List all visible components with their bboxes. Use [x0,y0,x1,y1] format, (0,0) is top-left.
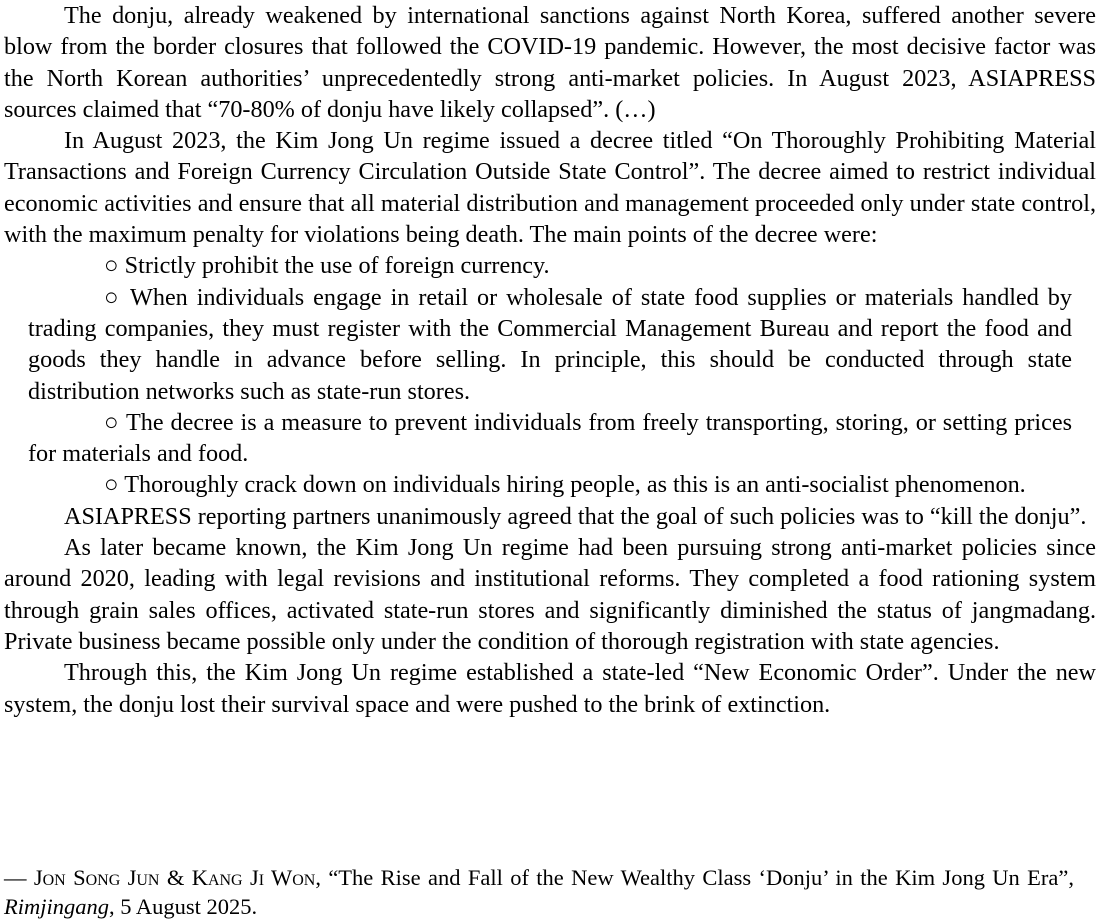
citation-dash: — [4,865,34,890]
citation-title: , “The Rise and Fall of the New Wealthy Class ‘Donju’ in the Kim Jong Un Era”, [315,865,1074,890]
citation-publication: Rimjingang [4,893,109,919]
decree-points-list [4,250,1096,500]
decree-point-registration: ○ When individuals engage in retail or wholesale of state food supplies or materials handled by trading companies, they must register with the Commercial Management Bureau and report the food and goods they handle in advance before selling. In principle, this should be conducted through state distribution networks such as state-run stores. [28,283,1072,405]
paragraph-decree-intro: In August 2023, the Kim Jong Un regime issued a decree titled “On Thoroughly Prohibiting Material Transactions and Foreign Currency Circulation Outside State Control”. The decree aimed to restrict individual economic activities and ensure that all material distribution and management proceeded only under state control, with the maximum penalty for violations being death. The main points of the decree were: [4,127,1096,249]
citation-authors: Jon Song Jun & Kang Ji Won [33,865,316,890]
decree-point-hiring: ○ Thoroughly crack down on individuals hiring people, as this is an anti-socialist phenomenon. [104,471,1026,499]
citation-date: , 5 August 2025. [109,893,258,919]
paragraph-anti-market-policies: As later became known, the Kim Jong Un regime had been pursuing strong anti-market policies since around 2020, leading with legal revisions and institutional reforms. They completed a food rationing system through grain sales offices, activated state-run stores and significantly diminished the status of jangmadang. Private business became possible only under the condition of thorough registration with state agencies. [4,534,1096,655]
paragraph-new-economic-order: Through this, the Kim Jong Un regime established a state-led “New Economic Order”. Under the new system, the donju lost their survival space and were pushed to the brink of extinction. [4,659,1096,718]
paragraph-kill-donju: ASIAPRESS reporting partners unanimously agreed that the goal of such policies was to “kill the donju”. [64,502,1087,530]
paragraph-donju-collapse: The donju, already weakened by international sanctions against North Korea, suffered another severe blow from the border closures that followed the COVID-19 pandemic. However, the most decisive factor was the North Korean authorities’ unprecedentedly strong anti-market policies. In August 2023, ASIAPRESS sources claimed that “70-80% of donju have likely collapsed”. (…) [4,2,1096,123]
citation [4,864,1074,921]
decree-point-foreign-currency: ○ Strictly prohibit the use of foreign currency. [104,252,550,280]
article-body [4,0,1096,720]
decree-point-transport-prices: ○ The decree is a measure to prevent individuals from freely transporting, storing, or setting prices for materials and food. [28,408,1072,468]
